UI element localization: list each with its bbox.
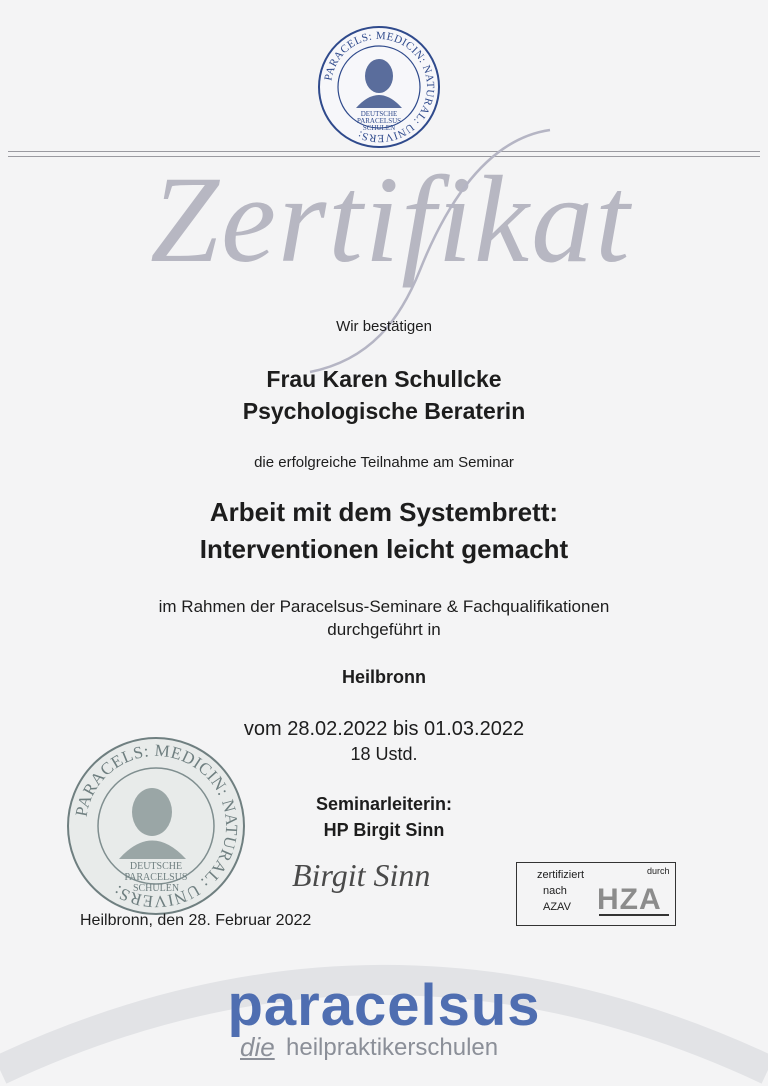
seal-line-1: DEUTSCHE — [360, 110, 398, 118]
seminar-hours: 18 Ustd. — [350, 744, 418, 764]
azav-certification-box — [516, 862, 676, 926]
seminar-title-line-2: Interventionen leicht gemacht — [199, 534, 569, 564]
place-and-date: Heilbronn, den 28. Februar 2022 — [80, 912, 312, 929]
cert-label-azav: AZAV — [543, 901, 571, 913]
seal-line-2: PARACELSUS — [356, 117, 402, 125]
recipient-role: Psychologische Beraterin — [242, 398, 526, 424]
certificate-title: Zertifikat — [150, 151, 632, 288]
svg-text:HZA: HZA — [597, 883, 662, 916]
brand-tagline — [240, 1032, 540, 1072]
intro-text: Wir bestätigen — [336, 318, 432, 335]
brand-tagline-prefix: die — [240, 1032, 275, 1062]
paracelsus-stamp — [64, 734, 248, 918]
leader-label: Seminarleiterin: — [315, 794, 453, 814]
leader-name: HP Birgit Sinn — [323, 820, 445, 840]
stamp-line-1: DEUTSCHE — [129, 861, 183, 872]
stamp-line-2: PARACELSUS — [124, 872, 188, 883]
seminar-title-line-1: Arbeit mit dem Systembrett: — [209, 497, 559, 527]
stamp-line-3: SCHULEN — [132, 883, 180, 894]
seminar-location: Heilbronn — [342, 667, 426, 687]
context-line-2: durchgeführt in — [327, 620, 441, 639]
brand-tagline-rest: heilpraktikerschulen — [286, 1034, 499, 1061]
leader-signature — [286, 846, 516, 906]
participation-text: die erfolgreiche Teilnahme am Seminar — [254, 454, 514, 471]
title-flourish — [250, 110, 580, 380]
cert-label-by: nach — [543, 885, 567, 897]
hza-logo — [595, 879, 671, 919]
brand-name: paracelsus — [227, 973, 541, 1038]
signature-text: Birgit Sinn — [292, 857, 431, 893]
context-line-1: im Rahmen der Paracelsus-Seminare & Fachqualifikationen — [158, 597, 610, 616]
cert-label-durch: durch — [647, 866, 670, 876]
cert-label-certified: zertifiziert — [537, 869, 585, 881]
seal-line-3: SCHULEN — [362, 124, 396, 132]
seminar-date-range: vom 28.02.2022 bis 01.03.2022 — [243, 718, 525, 740]
seal-ring-text: PARACELS: MEDICIN: NATURAL: UNIVERS: — [322, 29, 437, 145]
stamp-ring-text: PARACELS: MEDICIN: NATURAL: UNIVERS: — [71, 740, 242, 912]
recipient-name: Frau Karen Schullcke — [266, 366, 502, 392]
